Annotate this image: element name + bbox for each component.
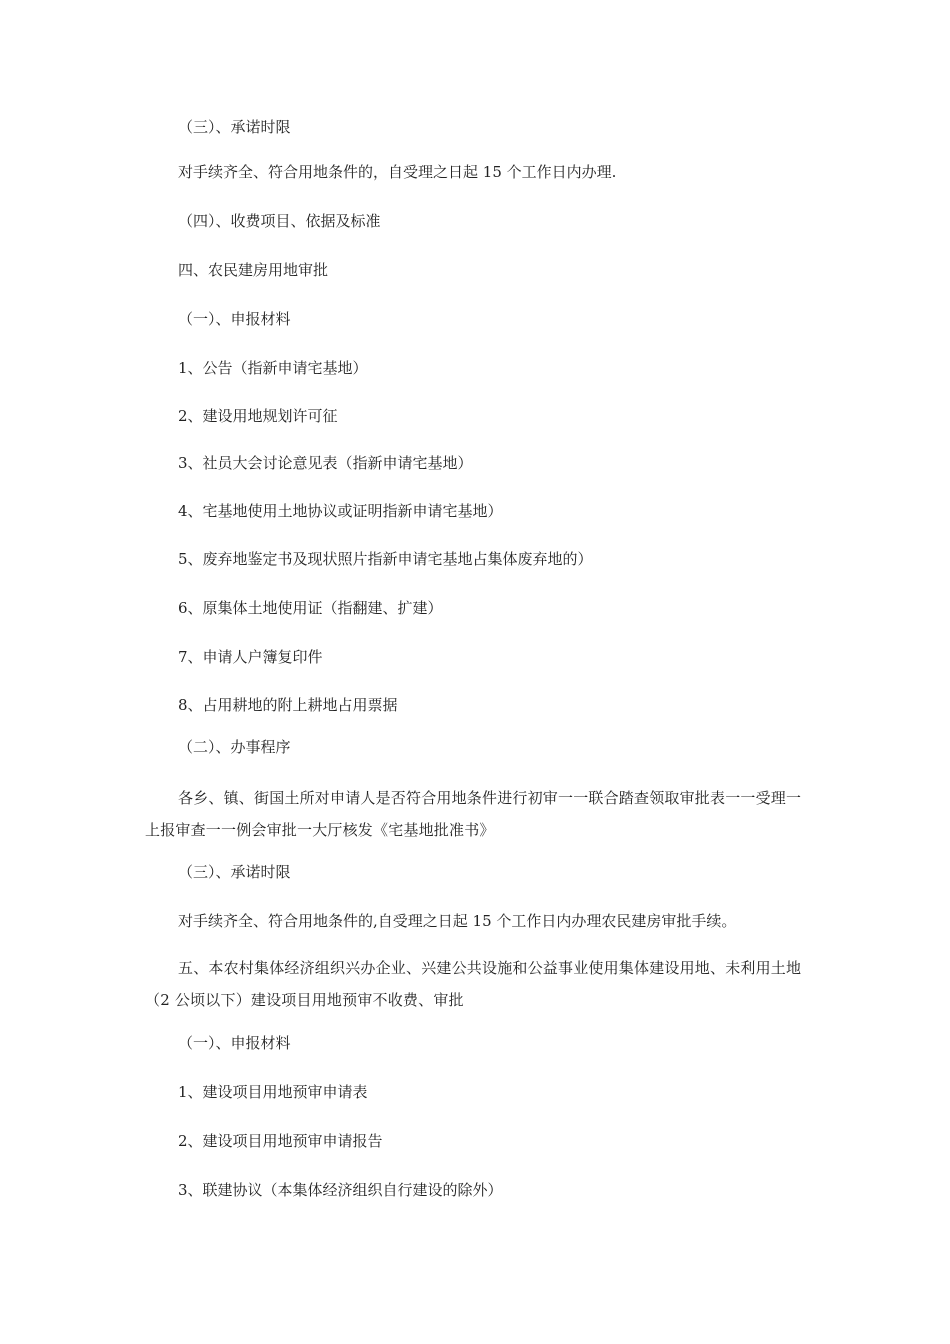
list-item-7: 7、申请人户簿复印件 bbox=[178, 648, 323, 666]
list-item-8: 8、占用耕地的附上耕地占用票据 bbox=[178, 696, 398, 714]
list-item-5: 5、废弃地鉴定书及现状照片指新申请宅基地占集体废弃地的） bbox=[178, 550, 593, 568]
list-item-3-b: 3、联建协议（本集体经济组织自行建设的除外） bbox=[178, 1181, 503, 1199]
paragraph-procedure: 各乡、镇、街国土所对申请人是否符合用地条件进行初审一一联合踏查领取审批表一一受理一上报审查一一例会审批一大厅核发《宅基地批准书》 bbox=[145, 789, 802, 839]
list-item-1-b: 1、建设项目用地预审申请表 bbox=[178, 1083, 368, 1101]
section-heading-commitment-period: （三）、承诺时限 bbox=[178, 118, 291, 136]
section-heading-procedure: （二）、办事程序 bbox=[178, 738, 291, 756]
list-item-2: 2、建设用地规划许可征 bbox=[178, 407, 338, 425]
list-item-6: 6、原集体土地使用证（指翻建、扩建） bbox=[178, 599, 443, 617]
heading-farmer-housing-approval: 四、农民建房用地审批 bbox=[178, 261, 329, 279]
section-heading-fees: （四）、收费项目、依据及标准 bbox=[178, 212, 381, 230]
list-item-3: 3、社员大会讨论意见表（指新申请宅基地） bbox=[178, 454, 473, 472]
list-item-2-b: 2、建设项目用地预审申请报告 bbox=[178, 1132, 383, 1150]
list-item-4: 4、宅基地使用土地协议或证明指新申请宅基地） bbox=[178, 502, 503, 520]
section-heading-materials-2: （一）、申报材料 bbox=[178, 1034, 291, 1052]
paragraph-commitment-15-days: 对手续齐全、符合用地条件的，自受理之日起 15 个工作日内办理. bbox=[178, 163, 617, 181]
section-heading-commitment-period-2: （三）、承诺时限 bbox=[178, 863, 291, 881]
paragraph-commitment-farmer-housing: 对手续齐全、符合用地条件的,自受理之日起 15 个工作日内办理农民建房审批手续。 bbox=[178, 912, 737, 930]
list-item-1: 1、公告（指新申请宅基地） bbox=[178, 359, 368, 377]
section-heading-materials: （一）、申报材料 bbox=[178, 310, 291, 328]
heading-collective-construction-land: 五、本农村集体经济组织兴办企业、兴建公共设施和公益事业使用集体建设用地、未利用土地（2 公顷以下）建设项目用地预审不收费、审批 bbox=[145, 959, 802, 1009]
